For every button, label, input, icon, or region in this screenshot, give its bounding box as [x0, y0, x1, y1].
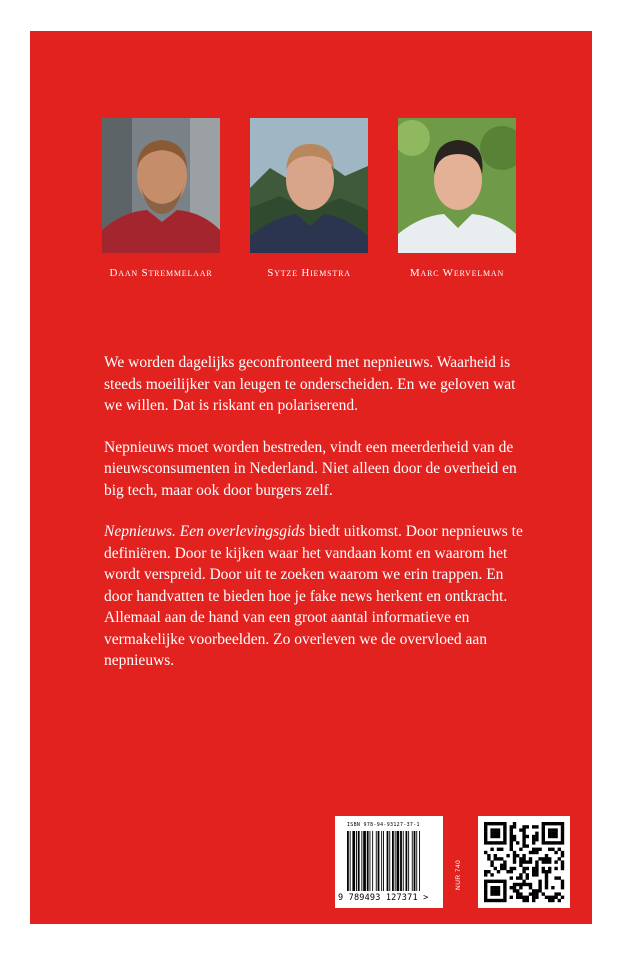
author-caption-3: Marc Wervelman: [409, 267, 505, 279]
blurb-paragraph-3: [104, 521, 534, 672]
author-photo-daan: [102, 118, 220, 253]
blurb-paragraph-2: Nepnieuws moet worden bestreden, vindt een meerderheid van de nieuwsconsumenten in Nederland. Niet alleen door de overheid en big tech, maar ook door burgers zelf.: [104, 438, 517, 499]
qr-code: [478, 816, 570, 908]
isbn-label: ISBN 978-94-93127-37-1: [347, 822, 420, 828]
barcode-digits: 9 789493 127371 >: [338, 893, 429, 903]
author-caption-1: Daan Stremmelaar: [109, 267, 213, 279]
author-caption-2: Sytze Hiemstra: [267, 267, 351, 279]
blurb-paragraph-3-rest: biedt uitkomst. Door nepnieuws te definiëren. Door te kijken waar het vandaan komt en waarom het wordt verspreid. Door uit te zoeken waarom we erin trappen. En door handvatten te bieden hoe je fake news herkent en ontkracht. Allemaal aan de hand van een groot aantal informatieve en vermakelijke voorbeelden. Zo overleven we de overvloed aan nepnieuws.: [104, 523, 523, 669]
blurb-text: [104, 352, 534, 692]
nur-code: NUR 740: [455, 859, 462, 890]
book-title: Nepnieuws. Een overlevingsgids: [104, 523, 306, 540]
author-photo-marc: [398, 118, 516, 253]
blurb-paragraph-1: We worden dagelijks geconfronteerd met nepnieuws. Waarheid is steeds moeilijker van leugen te onderscheiden. En we geloven wat we willen. Dat is riskant en polariserend.: [104, 354, 516, 414]
qr-pattern: [478, 816, 570, 908]
isbn-barcode: [335, 816, 443, 908]
author-photo-sytze: [250, 118, 368, 253]
